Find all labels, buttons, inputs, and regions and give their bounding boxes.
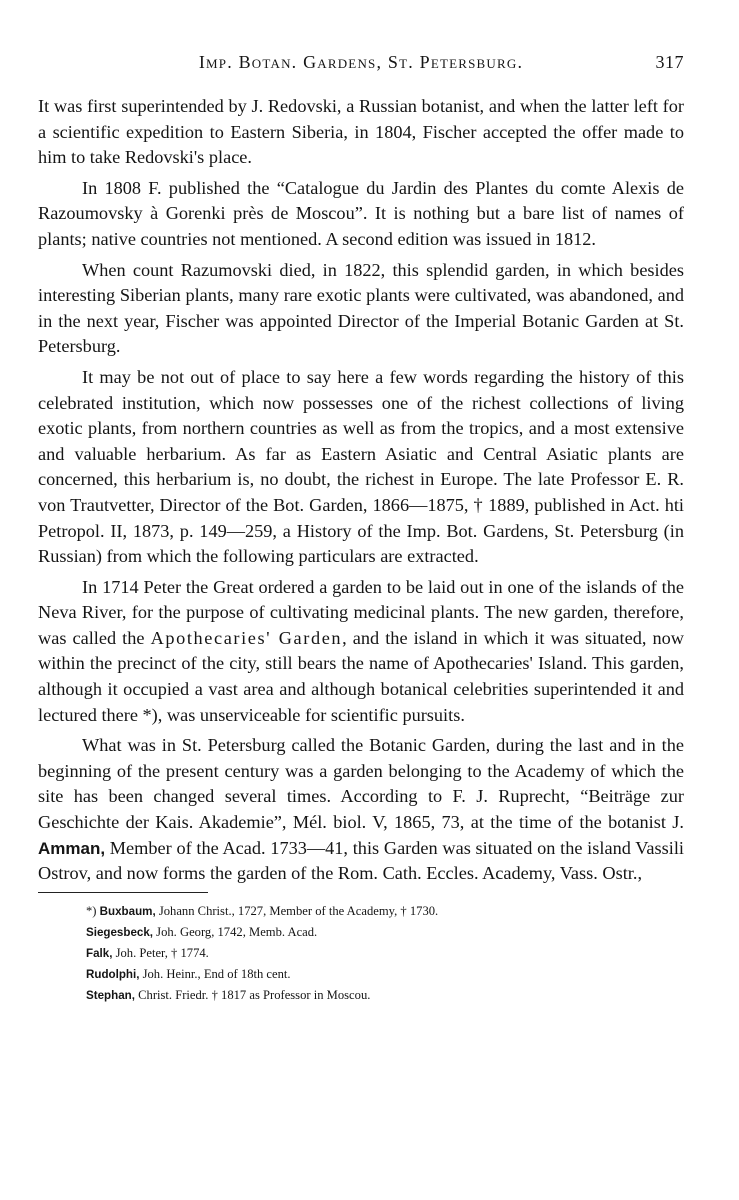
footnote-rule xyxy=(38,892,208,893)
paragraph-6 xyxy=(38,733,684,887)
footnote-text: Joh. Peter, † 1774. xyxy=(112,945,209,960)
footnote-4 xyxy=(86,964,684,985)
footnote-text: Christ. Friedr. † 1817 as Professor in Moscou. xyxy=(134,987,371,1002)
footnote-3 xyxy=(86,943,684,964)
apothecaries-garden-term: Apothecaries' Garden xyxy=(150,627,343,648)
footnote-name: Rudolphi, xyxy=(86,967,140,981)
paragraph-5-text-a: In 1714 Peter the Great ordered a garden to be laid out in one of the islands of the Neva River, for the purpose of cultivating medicinal plants. The new garden, therefore, was called the xyxy=(38,576,684,648)
footnote-text: Johann Christ., 1727, Member of the Academy, † 1730. xyxy=(155,903,439,918)
footnote-1 xyxy=(86,901,684,922)
footnote-5 xyxy=(86,985,684,1006)
page-number: 317 xyxy=(655,52,684,72)
paragraph-5 xyxy=(38,575,684,729)
body-text xyxy=(38,94,684,887)
running-head xyxy=(38,52,684,80)
paragraph-1: It was first superintended by J. Redovski, a Russian botanist, and when the latter left for a scientific expedition to Eastern Siberia, in 1804, Fischer accepted the offer made to him to take Redovski's place. xyxy=(38,96,684,168)
footnotes xyxy=(38,901,684,1006)
paragraph-2: In 1808 F. published the “Catalogue du Jardin des Plantes du comte Alexis de Razoumovsky à Gorenki près de Moscou”. It is nothing but a bare list of names of plants; native countries not mentioned. A second edition was issued in 1812. xyxy=(38,177,684,249)
running-title: Imp. Botan. Gardens, St. Petersburg. xyxy=(198,52,524,72)
amman-name: Amman, xyxy=(38,838,106,858)
paragraph-5-text-b: , and the island in which it was situated, now within the precinct of the city, still bears the name of Apothecaries' Island. This garden, although it occupied a vast area and although botanical celebrities superintended it and lectured there *), was unserviceable for scientific pursuits. xyxy=(38,627,684,725)
paragraph-4: It may be not out of place to say here a few words regarding the history of this celebrated institution, which now possesses one of the richest collections of living exotic plants, from northern countries as well as from the tropics, and a most extensive and valuable herbarium. As far as Eastern Asiatic and Central Asiatic plants are concerned, this herbarium is, no doubt, the richest in Europe. The late Professor E. R. von Trautvetter, Director of the Bot. Garden, 1866—1875, † 1889, published in Act. hti Petropol. II, 1873, p. 149—259, a History of the Imp. Bot. Gardens, St. Petersburg (in Russian) from which the following particulars are extracted. xyxy=(38,366,684,567)
footnote-marker: *) xyxy=(86,903,100,918)
footnote-name: Falk, xyxy=(86,946,113,960)
footnote-2 xyxy=(86,922,684,943)
paragraph-6-text-a: What was in St. Petersburg called the Botanic Garden, during the last and in the beginning of the present century was a garden belonging to the Academy of which the site has been changed several times. According to F. J. Ruprecht, “Beiträge zur Geschichte der Kais. Akademie”, Mél. biol. V, 1865, 73, at the time of the botanist J. xyxy=(38,735,684,833)
paragraph-3: When count Razumovski died, in 1822, this splendid garden, in which besides interesting Siberian plants, many rare exotic plants were cultivated, was abandoned, and in the next year, Fischer was appointed Director of the Imperial Botanic Garden at St. Petersburg. xyxy=(38,259,684,357)
footnote-name: Stephan, xyxy=(86,988,135,1002)
footnote-name: Siegesbeck, xyxy=(86,925,154,939)
book-page xyxy=(38,52,684,1006)
footnote-text: Joh. Georg, 1742, Memb. Acad. xyxy=(153,924,318,939)
footnote-text: Joh. Heinr., End of 18th cent. xyxy=(139,966,291,981)
footnote-name: Buxbaum, xyxy=(99,904,156,918)
paragraph-6-text-b: Member of the Acad. 1733—41, this Garden was situated on the island Vassili Ostrov, and now forms the garden of the Rom. Cath. Eccles. Academy, Vass. Ostr., xyxy=(38,837,684,884)
